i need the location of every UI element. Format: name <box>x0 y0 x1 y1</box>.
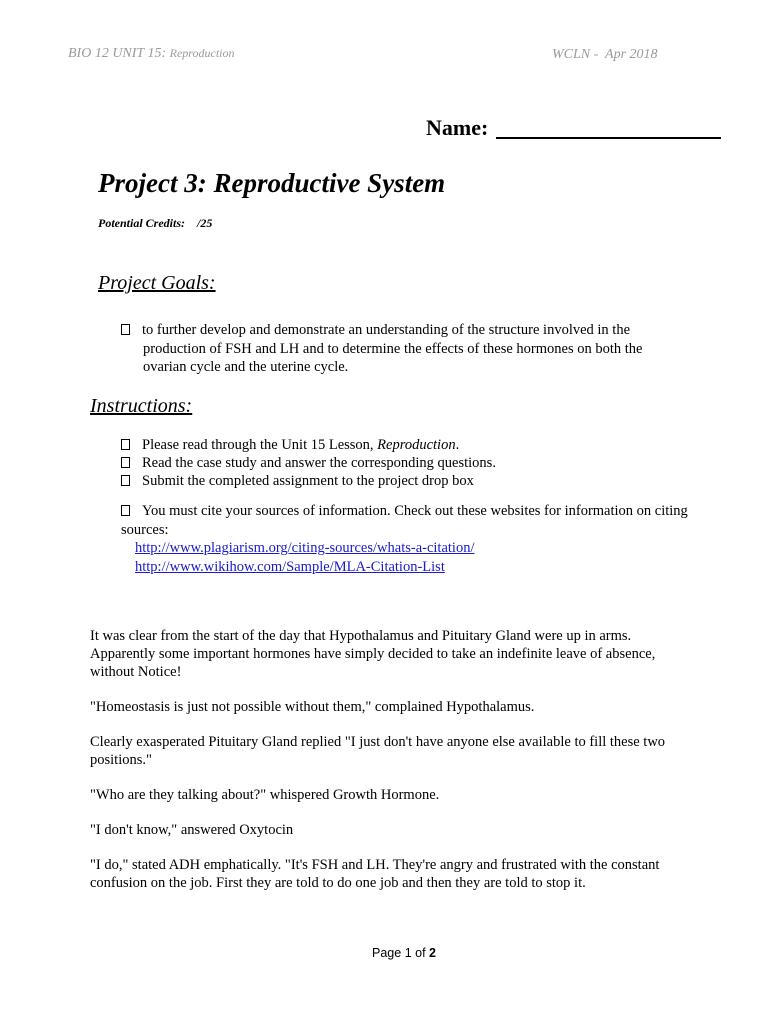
header-unit-title: Reproduction <box>169 46 235 60</box>
lesson-name: Reproduction <box>377 437 456 453</box>
instruction-1-text: Please read through the Unit 15 Lesson, <box>142 437 378 453</box>
instruction-item-read-lesson <box>121 436 701 454</box>
checkbox-bullet-icon <box>121 457 130 468</box>
story-paragraph-2: "Homeostasis is just not possible without them," complained Hypothalamus. <box>90 699 535 715</box>
checkbox-bullet-icon <box>121 324 130 335</box>
case-study-story <box>90 627 690 909</box>
instruction-item-submit <box>121 472 701 490</box>
story-paragraph-1: It was clear from the start of the day that Hypothalamus and Pituitary Gland were up in arms. Apparently some important hormones have simply decided to take an indefinite leave of absence, without Notice! <box>90 628 656 680</box>
instruction-2-text: Read the case study and answer the corresponding questions. <box>142 455 496 471</box>
footer-current-page: 1 <box>404 946 412 960</box>
checkbox-bullet-icon <box>121 505 130 516</box>
story-paragraph-3: Clearly exasperated Pituitary Gland replied "I just don't have anyone else available to fill these two positions." <box>90 734 666 768</box>
header-course <box>68 46 235 62</box>
footer-of-word: of <box>411 946 430 960</box>
footer-total-pages: 2 <box>429 946 436 960</box>
story-paragraph-5: "I don't know," answered Oxytocin <box>90 822 294 838</box>
header-course-code: BIO 12 UNIT 15: <box>68 46 167 61</box>
potential-credits: Potential Credits: /25 <box>98 216 213 230</box>
name-blank-line <box>496 137 721 139</box>
instruction-item-case-study <box>121 454 701 472</box>
checkbox-bullet-icon <box>121 475 130 486</box>
instruction-1-period: . <box>455 437 460 453</box>
goal-line-1: to further develop and demonstrate an understanding of the structure involved in the <box>142 322 631 338</box>
citation-link-wikihow[interactable]: http://www.wikihow.com/Sample/MLA-Citation-List <box>135 558 445 575</box>
header-source-date: WCLN - Apr 2018 <box>552 47 658 62</box>
goal-item <box>121 321 681 377</box>
page-title: Project 3: Reproductive System <box>98 168 446 198</box>
page-number-footer <box>0 946 768 960</box>
footer-page-word: Page <box>372 946 405 960</box>
story-paragraph-6: "I do," stated ADH emphatically. "It's FSH and LH. They're angry and frustrated with the constant confusion on the job. First they are told to do one job and then they are told to stop it. <box>90 857 660 891</box>
instruction-3-text: Submit the completed assignment to the project drop box <box>142 473 474 489</box>
story-paragraph-4: "Who are they talking about?" whispered Growth Hormone. <box>90 787 440 803</box>
instructions-list <box>121 436 701 490</box>
instructions-heading: Instructions: <box>90 395 193 417</box>
name-label: Name: <box>426 115 489 140</box>
goal-line-3: ovarian cycle and the uterine cycle. <box>143 359 349 375</box>
checkbox-bullet-icon <box>121 439 130 450</box>
citation-link-plagiarism[interactable]: http://www.plagiarism.org/citing-sources/whats-a-citation/ <box>135 540 475 556</box>
project-goals-heading: Project Goals: <box>98 272 216 294</box>
goal-line-2: production of FSH and LH and to determine the effects of these hormones on both the <box>143 340 643 357</box>
citation-text: You must cite your sources of information. Check out these websites for information on citing sources: <box>121 503 688 538</box>
citation-note <box>121 502 691 576</box>
